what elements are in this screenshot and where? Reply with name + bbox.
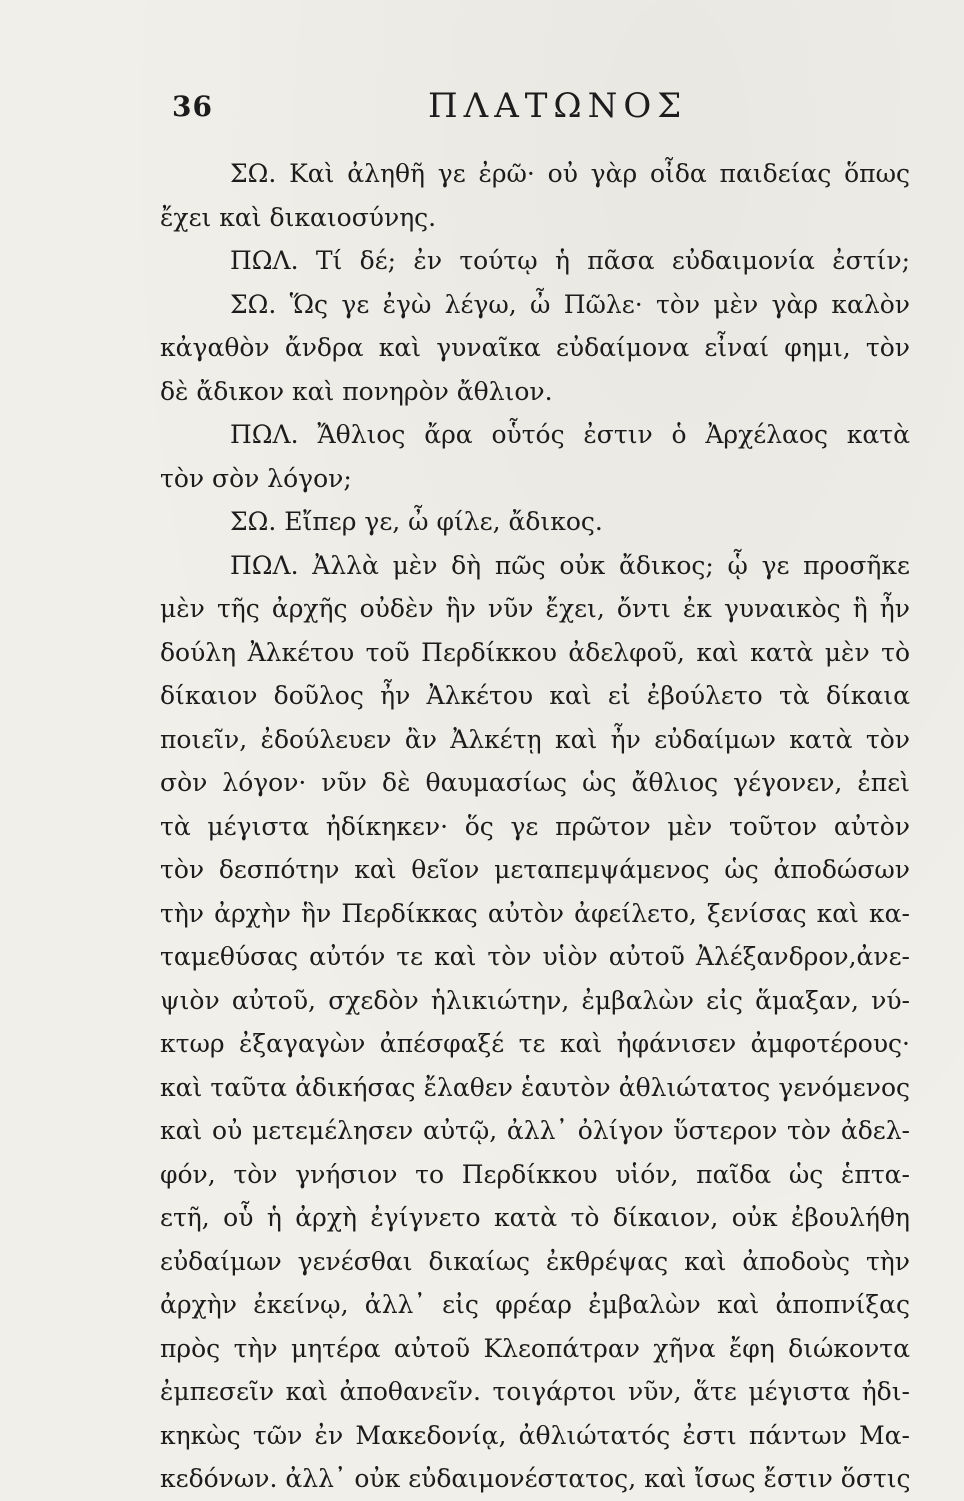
text-line: τὸν δεσπότην καὶ θεῖον μεταπεμψάμενος ὡς ἀποδώσων xyxy=(160,855,910,884)
text-line: φόν, τὸν γνήσιον το Περδίκκου υἱόν, παῖδα ὡς ἑπτα- xyxy=(160,1159,910,1189)
text-line: τὰ μέγιστα ἠδίκηκεν· ὅς γε πρῶτον μὲν τοῦτον αὐτὸν xyxy=(160,811,910,841)
text-line: δούλη Ἀλκέτου τοῦ Περδίκκου ἀδελφοῦ, καὶ κατὰ μὲν τὸ xyxy=(160,637,910,667)
text-line: δίκαιον δοῦλος ἦν Ἀλκέτου καὶ εἰ ἐβούλετο τὰ δίκαια xyxy=(160,681,910,710)
text-line: κεδόνων. ἀλλ᾽ οὐκ εὐδαιμονέστατος, καὶ ἴσως ἔστιν ὅστις xyxy=(160,1464,911,1493)
text-line: δὲ ἄδικον καὶ πονηρὸν ἄθλιον. xyxy=(160,376,553,406)
text-line: καὶ οὐ μετεμέλησεν αὐτῷ, ἀλλ᾽ ὀλίγον ὕστερον τὸν ἀδελ- xyxy=(160,1116,910,1145)
text-line: τὸν σὸν λόγον; xyxy=(160,463,352,493)
text-line: ἀρχὴν ἐκείνῳ, ἀλλ᾽ εἰς φρέαρ ἐμβαλὼν καὶ ἀποπνίξας xyxy=(160,1290,910,1319)
running-head xyxy=(170,86,910,134)
text-line: καὶ ταῦτα ἀδικήσας ἔλαθεν ἑαυτὸν ἀθλιώτατος γενόμενος xyxy=(160,1072,910,1102)
text-line: κηκὼς τῶν ἐν Μακεδονίᾳ, ἀθλιώτατός ἐστι πάντων Μα- xyxy=(160,1420,910,1450)
text-line: ετῆ, οὗ ἡ ἀρχὴ ἐγίγνετο κατὰ τὸ δίκαιον, οὐκ ἐβουλήθη xyxy=(160,1203,910,1232)
text-line: ποιεῖν, ἐδούλευεν ἂν Ἀλκέτῃ καὶ ἦν εὐδαίμων κατὰ τὸν xyxy=(160,724,910,754)
text-line: κἀγαθὸν ἄνδρα καὶ γυναῖκα εὐδαίμονα εἶναί φημι, τὸν xyxy=(160,333,910,362)
body-text xyxy=(160,152,910,1501)
text-line: ΠΩΛ. Ἄθλιος ἄρα οὗτός ἐστιν ὁ Ἀρχέλαος κατὰ xyxy=(230,420,910,449)
text-line: ΣΩ. Ὥς γε ἐγὼ λέγω, ὦ Πῶλε· τὸν μὲν γὰρ καλὸν xyxy=(230,289,910,319)
text-line: ταμεθύσας αὐτόν τε καὶ τὸν υἱὸν αὐτοῦ Ἀλέξανδρον,ἀνε- xyxy=(160,942,910,971)
text-line: πρὸς τὴν μητέρα αὐτοῦ Κλεοπάτραν χῆνα ἔφη διώκοντα xyxy=(160,1333,910,1363)
text-line: ΣΩ. Καὶ ἀληθῆ γε ἐρῶ· οὐ γὰρ οἶδα παιδείας ὅπως xyxy=(230,159,910,188)
text-line: κτωρ ἐξαγαγὼν ἀπέσφαξέ τε καὶ ἠφάνισεν ἀμφοτέρους· xyxy=(160,1029,910,1058)
running-title: ΠΛΑΤΩΝΟΣ xyxy=(428,86,688,126)
text-line: ΠΩΛ. Ἀλλὰ μὲν δὴ πῶς οὐκ ἄδικος; ᾧ γε προσῆκε xyxy=(230,550,910,580)
text-line: ΣΩ. Εἴπερ γε, ὦ φίλε, ἄδικος. xyxy=(230,507,603,536)
text-line: ψιὸν αὐτοῦ, σχεδὸν ἡλικιώτην, ἐμβαλὼν εἰς ἅμαξαν, νύ- xyxy=(160,985,910,1015)
page-number: 36 xyxy=(172,90,213,123)
text-line: ΠΩΛ. Τί δέ; ἐν τούτῳ ἡ πᾶσα εὐδαιμονία ἐστίν; xyxy=(230,246,910,275)
text-line: τὴν ἀρχὴν ἣν Περδίκκας αὐτὸν ἀφείλετο, ξενίσας καὶ κα- xyxy=(160,898,910,928)
text-line: ἔχει καὶ δικαιοσύνης. xyxy=(160,202,437,232)
text-line: εὐδαίμων γενέσθαι δικαίως ἐκθρέψας καὶ ἀποδοὺς τὴν xyxy=(160,1246,910,1276)
text-line: μὲν τῆς ἀρχῆς οὐδὲν ἣν νῦν ἔχει, ὄντι ἐκ γυναικὸς ἣ ἦν xyxy=(160,594,910,623)
text-line: ἐμπεσεῖν καὶ ἀποθανεῖν. τοιγάρτοι νῦν, ἅτε μέγιστα ἠδι- xyxy=(160,1377,910,1406)
text-line: σὸν λόγον· νῦν δὲ θαυμασίως ὡς ἄθλιος γέγονεν, ἐπεὶ xyxy=(160,768,910,797)
